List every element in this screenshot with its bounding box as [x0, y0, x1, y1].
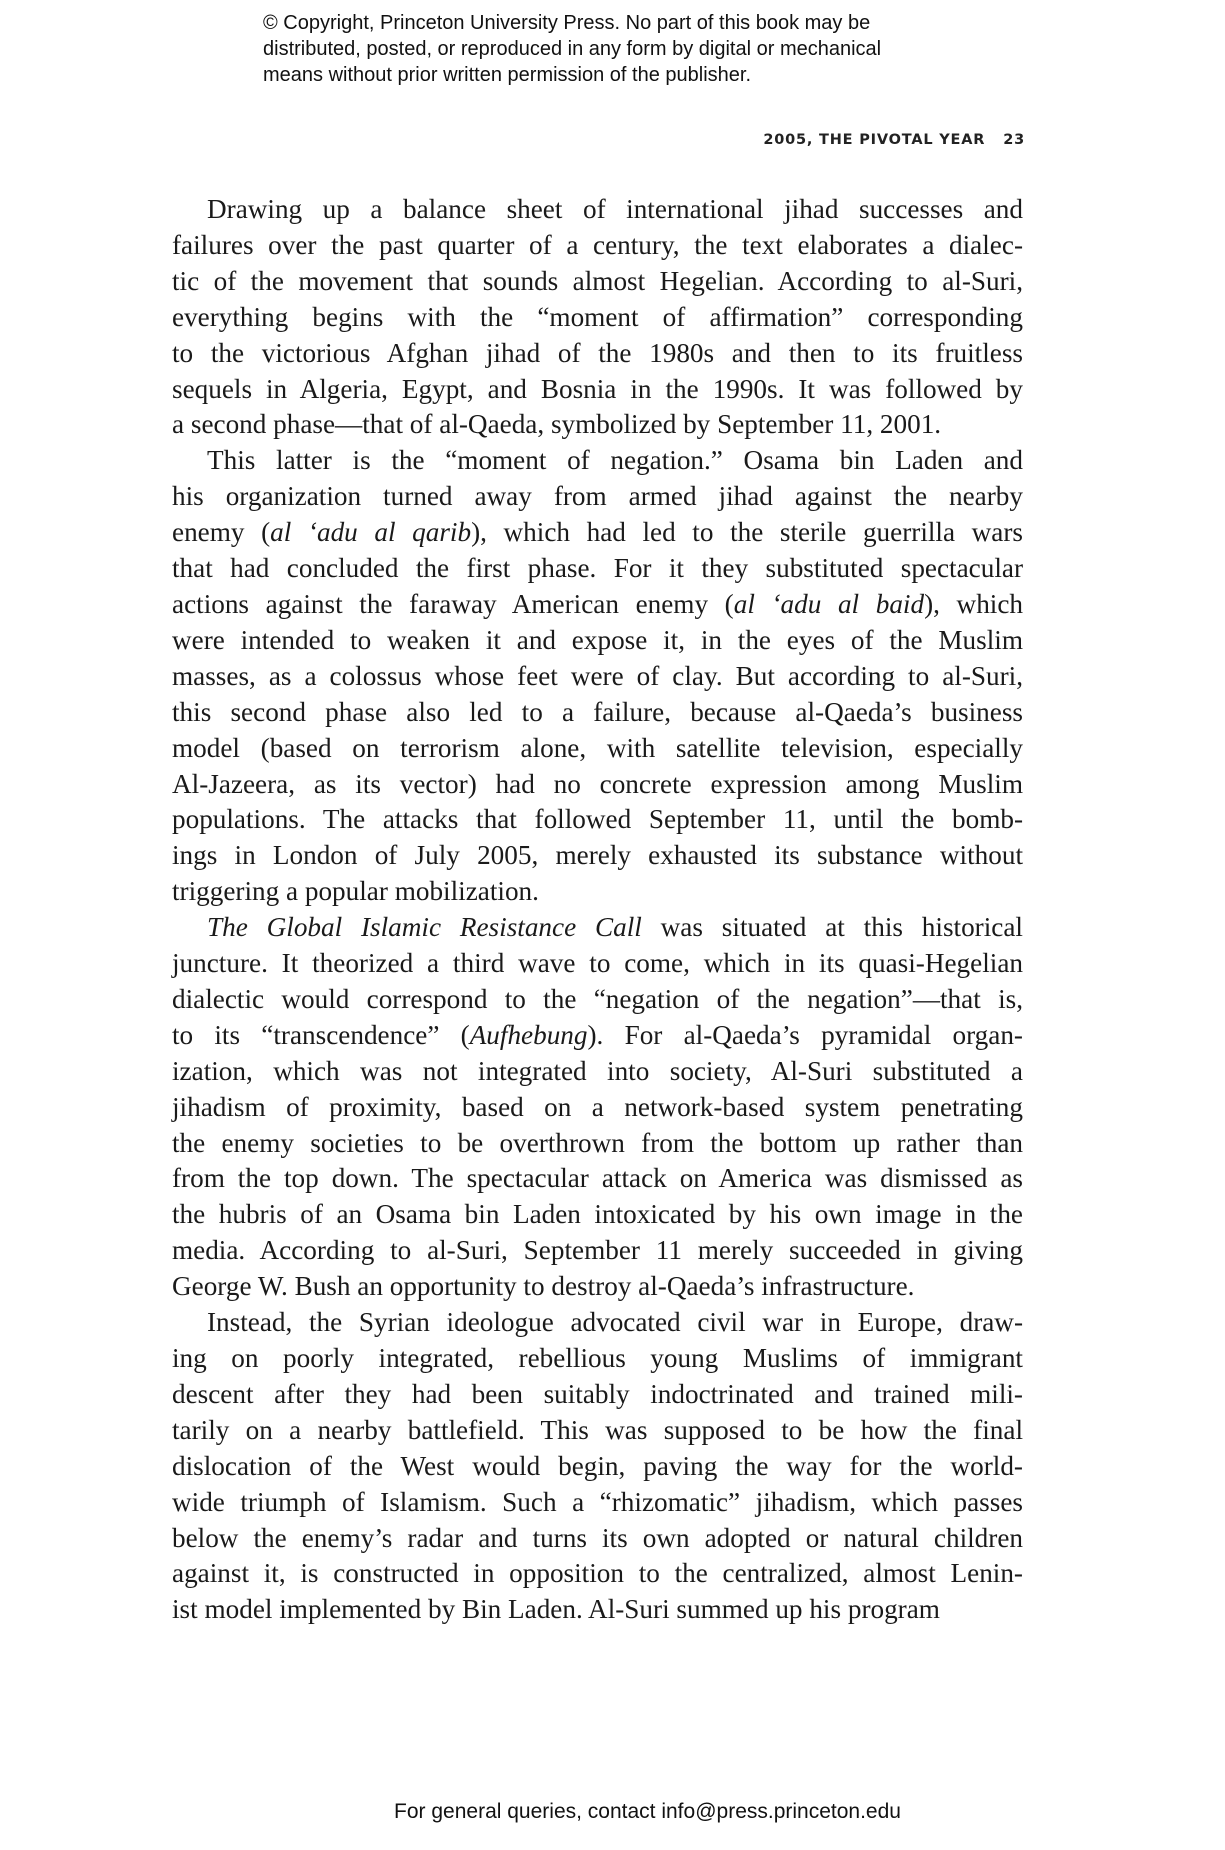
- text-line: to the victorious Afghan jihad of the 1980s and then to its fruitless: [172, 337, 1023, 368]
- text-line: the enemy societies to be overthrown from the bottom up rather than: [172, 1127, 1023, 1158]
- text-line: ing on poorly integrated, rebellious young Muslims of immigrant: [172, 1343, 1023, 1373]
- text-line: dislocation of the West would begin, paving the way for the world-: [172, 1450, 1023, 1481]
- text-line: the hubris of an Osama bin Laden intoxicated by his own image in the: [172, 1199, 1023, 1230]
- copyright-line: means without prior written permission of the publisher.: [263, 64, 752, 86]
- text-line: ist model implemented by Bin Laden. Al-Suri summed up his program: [172, 1594, 940, 1625]
- text-line: masses, as a colossus whose feet were of clay. But according to al-Suri,: [172, 660, 1023, 691]
- text-line: descent after they had been suitably indoctrinated and trained mili-: [172, 1378, 1023, 1409]
- text-line: sequels in Algeria, Egypt, and Bosnia in the 1990s. It was followed by: [172, 373, 1023, 404]
- page-number: 23: [1003, 132, 1025, 148]
- running-head-title: 2005, THE PIVOTAL YEAR: [763, 132, 986, 148]
- text-line: George W. Bush an opportunity to destroy al-Qaeda’s infrastructure.: [172, 1271, 915, 1302]
- text-line: tic of the movement that sounds almost Hegelian. According to al-Suri,: [172, 265, 1023, 296]
- text-line: model (based on terrorism alone, with satellite television, especially: [172, 732, 1023, 763]
- text-line: against it, is constructed in opposition to the centralized, almost Lenin-: [172, 1558, 1023, 1589]
- text-line: Al-Jazeera, as its vector) had no concrete expression among Muslim: [172, 768, 1023, 799]
- body-text: [172, 192, 1023, 1628]
- paragraph: [172, 192, 1023, 443]
- running-head: [763, 132, 1025, 148]
- footer-contact: For general queries, contact info@press.princeton.edu: [394, 1800, 901, 1823]
- copyright-notice: [263, 10, 1023, 88]
- text-line: dialectic would correspond to the “negation of the negation”—that is,: [172, 983, 1023, 1014]
- italic-term: Aufhebung: [469, 1019, 588, 1050]
- italic-term: The Global Islamic Resistance Call: [207, 912, 642, 943]
- text-line: Drawing up a balance sheet of international jihad successes and: [207, 194, 1023, 224]
- text-line: jihadism of proximity, based on a network-based system penetrating: [172, 1091, 1023, 1122]
- text-line: This latter is the “moment of negation.” Osama bin Laden and: [207, 445, 1023, 476]
- text-line: from the top down. The spectacular attack on America was dismissed as: [172, 1163, 1023, 1194]
- text-line: that had concluded the first phase. For it they substituted spectacular: [172, 553, 1023, 584]
- text-line: ings in London of July 2005, merely exhausted its substance without: [172, 840, 1023, 871]
- text-line: ization, which was not integrated into society, Al-Suri substituted a: [172, 1055, 1023, 1086]
- text-line: enemy (al ‘adu al qarib), which had led to the sterile guerrilla wars: [172, 517, 1023, 548]
- paragraph: [172, 910, 1023, 1305]
- text-line: to its “transcendence” (Aufhebung). For al-Qaeda’s pyramidal organ-: [172, 1019, 1023, 1050]
- italic-term: al ‘adu al qarib: [270, 517, 472, 548]
- copyright-line: © Copyright, Princeton University Press. No part of this book may be: [263, 12, 871, 34]
- text-line: juncture. It theorized a third wave to come, which in its quasi-Hegelian: [172, 948, 1023, 979]
- text-line: wide triumph of Islamism. Such a “rhizomatic” jihadism, which passes: [172, 1486, 1023, 1517]
- text-line: below the enemy’s radar and turns its own adopted or natural children: [172, 1522, 1023, 1553]
- text-line: failures over the past quarter of a century, the text elaborates a dialec-: [172, 229, 1023, 260]
- text-line: tarily on a nearby battlefield. This was supposed to be how the final: [172, 1414, 1023, 1445]
- italic-term: al ‘adu al baid: [733, 588, 925, 619]
- text-line: The Global Islamic Resistance Call was situated at this historical: [207, 912, 1023, 943]
- text-line: actions against the faraway American enemy (al ‘adu al baid), which: [172, 588, 1023, 619]
- text-line: his organization turned away from armed jihad against the nearby: [172, 481, 1023, 512]
- text-line: a second phase—that of al-Qaeda, symbolized by September 11, 2001.: [172, 409, 942, 440]
- paragraph: [172, 443, 1023, 910]
- paragraph: [172, 1305, 1023, 1628]
- text-line: Instead, the Syrian ideologue advocated civil war in Europe, draw-: [207, 1307, 1023, 1338]
- text-line: everything begins with the “moment of affirmation” corresponding: [172, 301, 1023, 332]
- text-line: media. According to al-Suri, September 11 merely succeeded in giving: [172, 1235, 1023, 1266]
- footer: [0, 1800, 1225, 1824]
- text-line: populations. The attacks that followed September 11, until the bomb-: [172, 804, 1023, 835]
- copyright-line: distributed, posted, or reproduced in any form by digital or mechanical: [263, 38, 882, 60]
- text-line: were intended to weaken it and expose it, in the eyes of the Muslim: [172, 624, 1023, 655]
- text-line: this second phase also led to a failure, because al-Qaeda’s business: [172, 696, 1023, 727]
- text-line: triggering a popular mobilization.: [172, 876, 539, 907]
